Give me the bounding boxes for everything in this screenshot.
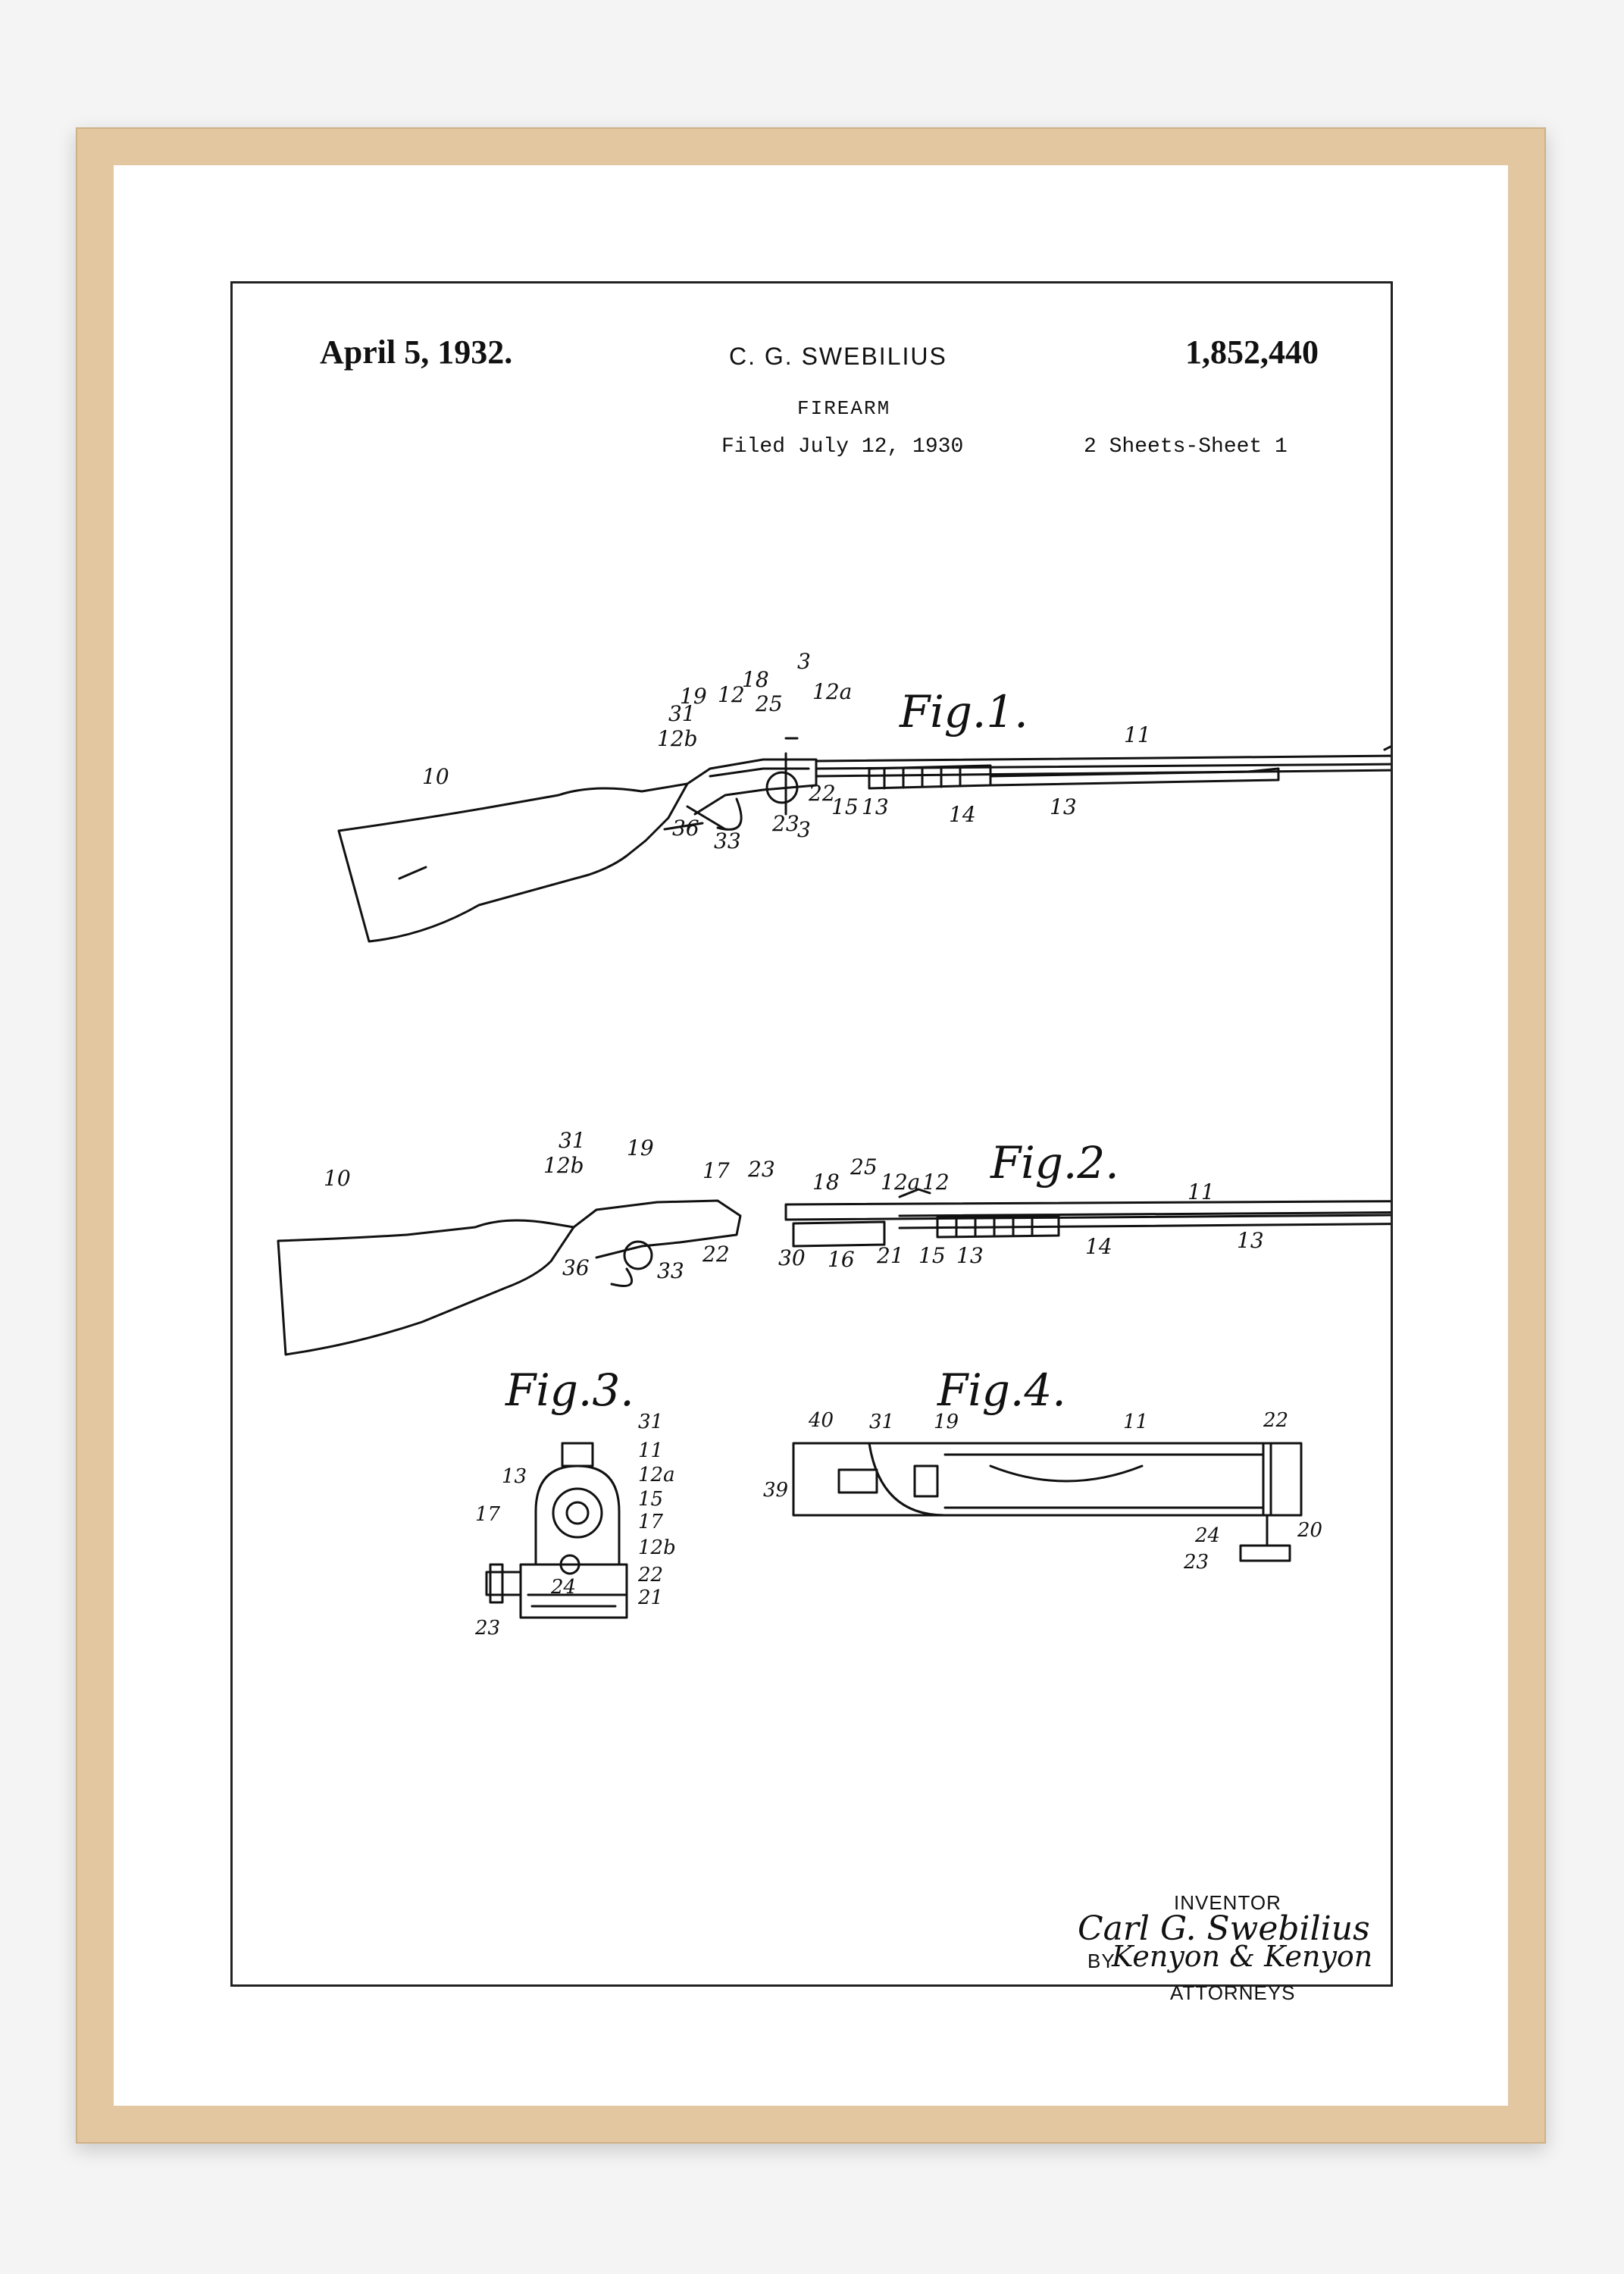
svg-text:3: 3 xyxy=(797,817,811,842)
svg-text:13: 13 xyxy=(502,1465,527,1488)
by-label: BY xyxy=(1087,1950,1116,1972)
picture-frame xyxy=(76,127,1546,2144)
svg-text:24: 24 xyxy=(1195,1524,1221,1547)
figure-1-rifle xyxy=(339,738,1391,941)
svg-text:13: 13 xyxy=(862,794,889,819)
svg-text:31: 31 xyxy=(638,1411,664,1433)
svg-text:16: 16 xyxy=(828,1247,855,1272)
svg-text:21: 21 xyxy=(877,1243,904,1268)
patent-title: FIREARM xyxy=(797,397,891,420)
svg-text:12b: 12b xyxy=(543,1153,584,1178)
svg-text:17: 17 xyxy=(475,1503,501,1526)
svg-text:12a: 12a xyxy=(881,1170,921,1195)
inventor-name: C. G. SWEBILIUS xyxy=(729,343,947,370)
svg-text:23: 23 xyxy=(748,1157,775,1182)
svg-text:14: 14 xyxy=(1085,1234,1112,1259)
svg-text:19: 19 xyxy=(680,684,707,709)
attorney-signature: Kenyon & Kenyon xyxy=(1112,1940,1373,1973)
svg-text:15: 15 xyxy=(831,794,859,819)
svg-text:20: 20 xyxy=(1297,1519,1323,1542)
svg-text:25: 25 xyxy=(756,691,783,716)
figure-4-label: Fig.4. xyxy=(937,1364,1066,1416)
svg-text:31: 31 xyxy=(559,1128,586,1153)
svg-text:15: 15 xyxy=(918,1243,946,1268)
figure-1-label: Fig.1. xyxy=(900,686,1028,738)
svg-text:18: 18 xyxy=(812,1170,840,1195)
svg-text:13: 13 xyxy=(1237,1228,1264,1253)
svg-text:12b: 12b xyxy=(638,1536,676,1559)
svg-text:33: 33 xyxy=(714,828,741,854)
svg-text:10: 10 xyxy=(422,764,449,789)
svg-text:22: 22 xyxy=(702,1242,730,1267)
svg-text:21: 21 xyxy=(638,1586,664,1609)
filed-date: Filed July 12, 1930 xyxy=(721,435,964,459)
svg-text:10: 10 xyxy=(324,1166,351,1191)
patent-date: April 5, 1932. xyxy=(320,334,513,371)
svg-text:3: 3 xyxy=(797,649,811,674)
inventor-signature: Carl G. Swebilius xyxy=(1078,1909,1370,1948)
svg-text:13: 13 xyxy=(956,1243,984,1268)
svg-text:12: 12 xyxy=(718,682,745,707)
svg-text:25: 25 xyxy=(850,1154,878,1179)
svg-text:23: 23 xyxy=(772,811,799,836)
figure-2-label: Fig.2. xyxy=(990,1137,1119,1189)
svg-text:31: 31 xyxy=(668,701,696,726)
svg-text:33: 33 xyxy=(657,1258,684,1283)
svg-text:11: 11 xyxy=(638,1439,664,1462)
svg-text:36: 36 xyxy=(672,816,699,841)
svg-text:12b: 12b xyxy=(657,726,698,751)
svg-text:22: 22 xyxy=(1263,1409,1289,1432)
svg-text:11: 11 xyxy=(1187,1179,1215,1204)
svg-text:36: 36 xyxy=(562,1255,590,1280)
svg-text:39: 39 xyxy=(763,1479,789,1502)
svg-text:24: 24 xyxy=(551,1576,577,1599)
patent-sheet xyxy=(230,281,1393,2004)
svg-text:30: 30 xyxy=(778,1245,806,1270)
svg-text:12a: 12a xyxy=(812,679,853,704)
svg-text:31: 31 xyxy=(869,1411,895,1433)
inventor-label: INVENTOR xyxy=(1174,1891,1281,1914)
svg-text:17: 17 xyxy=(638,1511,664,1533)
svg-text:15: 15 xyxy=(638,1488,664,1511)
patent-drawings xyxy=(233,283,1391,1984)
figure-4-bolt-assembly xyxy=(793,1443,1301,1561)
svg-text:40: 40 xyxy=(809,1409,834,1432)
svg-text:19: 19 xyxy=(934,1411,959,1433)
sheet-count: 2 Sheets-Sheet 1 xyxy=(1084,435,1288,459)
figure-1-reference-numerals xyxy=(422,649,1151,854)
svg-text:23: 23 xyxy=(1184,1551,1209,1574)
patent-number: 1,852,440 xyxy=(1185,334,1319,371)
svg-text:22: 22 xyxy=(638,1564,664,1586)
svg-text:11: 11 xyxy=(1123,1411,1149,1433)
figure-2-reference-numerals xyxy=(324,1128,1264,1283)
svg-text:12a: 12a xyxy=(638,1464,675,1486)
svg-text:18: 18 xyxy=(742,667,769,692)
svg-text:11: 11 xyxy=(1124,722,1151,747)
attorneys-label: ATTORNEYS xyxy=(1170,1981,1296,2004)
svg-text:23: 23 xyxy=(475,1617,501,1640)
svg-text:22: 22 xyxy=(809,781,836,806)
svg-text:17: 17 xyxy=(702,1158,730,1183)
svg-text:13: 13 xyxy=(1050,794,1077,819)
svg-text:12: 12 xyxy=(922,1170,950,1195)
figure-3-label: Fig.3. xyxy=(505,1364,634,1416)
figure-2-rifle xyxy=(278,1189,1391,1355)
svg-text:19: 19 xyxy=(627,1135,654,1160)
svg-text:14: 14 xyxy=(949,802,976,827)
